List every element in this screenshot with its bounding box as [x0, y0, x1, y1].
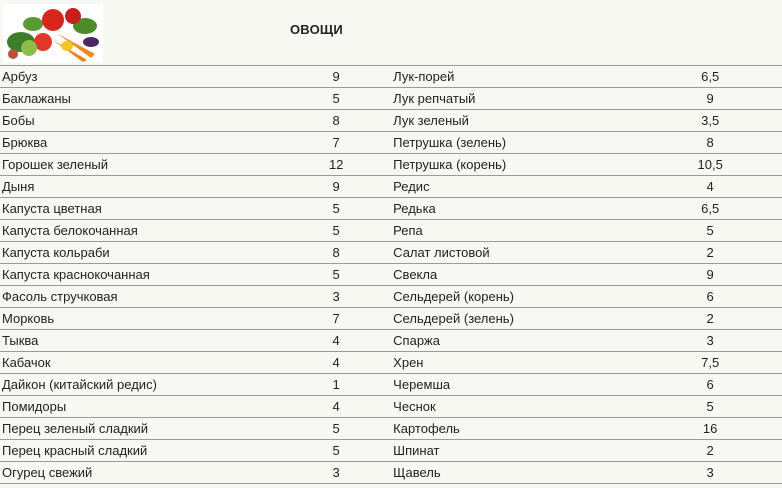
- left-vegetable-value-cell: [281, 66, 391, 88]
- left-vegetable-value-cell: [281, 352, 391, 374]
- left-vegetable-value-cell: [281, 176, 391, 198]
- right-vegetable-value-cell: [664, 88, 782, 110]
- left-vegetable-name: Арбуз: [0, 66, 281, 88]
- right-vegetable-value-cell: [664, 242, 782, 264]
- right-vegetable-value: 9: [706, 91, 714, 106]
- left-vegetable-value-cell: [281, 132, 391, 154]
- left-vegetable-value-cell: [281, 418, 391, 440]
- left-vegetable-value-cell: [281, 374, 391, 396]
- right-vegetable-name: Черемша: [391, 374, 664, 396]
- right-vegetable-value: 10,5: [697, 157, 723, 172]
- table-row: [0, 242, 782, 264]
- left-vegetable-value-cell: [281, 220, 391, 242]
- table-row: [0, 110, 782, 132]
- right-vegetable-name: Чеснок: [391, 396, 664, 418]
- left-vegetable-value: 9: [332, 69, 340, 84]
- right-vegetable-name: Хрен: [391, 352, 664, 374]
- right-vegetable-name: Сельдерей (корень): [391, 286, 664, 308]
- right-vegetable-value: 5: [706, 223, 714, 238]
- right-vegetable-value-cell: [664, 220, 782, 242]
- left-vegetable-name: Дыня: [0, 176, 281, 198]
- right-vegetable-value-cell: [664, 462, 782, 484]
- left-vegetable-value-cell: [281, 88, 391, 110]
- right-vegetable-name: Салат листовой: [391, 242, 664, 264]
- left-vegetable-value: 4: [332, 399, 340, 414]
- left-vegetable-name: Дайкон (китайский редис): [0, 374, 281, 396]
- right-vegetable-value: 2: [706, 311, 714, 326]
- left-vegetable-value: 5: [332, 267, 340, 282]
- right-vegetable-value-cell: [664, 110, 782, 132]
- right-vegetable-value: 8: [706, 135, 714, 150]
- table-row: [0, 286, 782, 308]
- left-vegetable-value: 5: [332, 91, 340, 106]
- right-vegetable-value-cell: [664, 308, 782, 330]
- right-vegetable-value: 2: [706, 443, 714, 458]
- left-vegetable-name: Капуста краснокочанная: [0, 264, 281, 286]
- table-row: [0, 440, 782, 462]
- right-vegetable-name: Петрушка (зелень): [391, 132, 664, 154]
- table-row: [0, 396, 782, 418]
- left-vegetable-name: Капуста белокочанная: [0, 220, 281, 242]
- right-vegetable-value-cell: [664, 418, 782, 440]
- table-row: [0, 198, 782, 220]
- left-vegetable-value-cell: [281, 110, 391, 132]
- right-vegetable-name: Лук зеленый: [391, 110, 664, 132]
- table-row: [0, 308, 782, 330]
- right-vegetable-name: Репа: [391, 220, 664, 242]
- left-vegetable-value: 4: [332, 333, 340, 348]
- right-vegetable-name: Лук репчатый: [391, 88, 664, 110]
- right-vegetable-value: 4: [706, 179, 714, 194]
- left-vegetable-name: Брюква: [0, 132, 281, 154]
- right-vegetable-name: Лук-порей: [391, 66, 664, 88]
- right-vegetable-value-cell: [664, 352, 782, 374]
- left-vegetable-value: 9: [332, 179, 340, 194]
- right-vegetable-value-cell: [664, 176, 782, 198]
- right-vegetable-value: 6,5: [701, 201, 720, 216]
- right-vegetable-value: 2: [706, 245, 714, 260]
- right-vegetable-value: 6: [706, 289, 714, 304]
- left-vegetable-value-cell: [281, 330, 391, 352]
- left-vegetable-name: Бобы: [0, 110, 281, 132]
- right-vegetable-value: 9: [706, 267, 714, 282]
- left-vegetable-name: Помидоры: [0, 396, 281, 418]
- right-vegetable-value-cell: [664, 396, 782, 418]
- right-vegetable-name: Петрушка (корень): [391, 154, 664, 176]
- left-vegetable-value: 8: [332, 113, 340, 128]
- right-vegetable-name: Редис: [391, 176, 664, 198]
- left-vegetable-name: Баклажаны: [0, 88, 281, 110]
- left-vegetable-name: Перец красный сладкий: [0, 440, 281, 462]
- left-vegetable-value-cell: [281, 198, 391, 220]
- left-vegetable-name: Горошек зеленый: [0, 154, 281, 176]
- right-vegetable-value-cell: [664, 154, 782, 176]
- left-vegetable-name: Морковь: [0, 308, 281, 330]
- table-row: [0, 330, 782, 352]
- left-vegetable-value-cell: [281, 308, 391, 330]
- left-vegetable-value-cell: [281, 242, 391, 264]
- right-vegetable-value-cell: [664, 374, 782, 396]
- left-vegetable-value-cell: [281, 154, 391, 176]
- right-vegetable-value-cell: [664, 198, 782, 220]
- right-vegetable-value: 16: [702, 421, 718, 436]
- right-vegetable-value: 7,5: [701, 355, 720, 370]
- table-row: [0, 66, 782, 88]
- left-vegetable-value-cell: [281, 396, 391, 418]
- left-vegetable-value: 7: [332, 135, 340, 150]
- left-vegetable-name: Капуста цветная: [0, 198, 281, 220]
- left-vegetable-name: Капуста кольраби: [0, 242, 281, 264]
- page-title: ОВОЩИ: [290, 22, 343, 37]
- left-vegetable-value: 7: [332, 311, 340, 326]
- left-vegetable-value: 4: [332, 355, 340, 370]
- table-row: [0, 374, 782, 396]
- right-vegetable-value: 3,5: [701, 113, 720, 128]
- left-vegetable-value-cell: [281, 286, 391, 308]
- right-vegetable-value-cell: [664, 286, 782, 308]
- right-vegetable-name: Сельдерей (зелень): [391, 308, 664, 330]
- right-vegetable-value-cell: [664, 440, 782, 462]
- right-vegetable-value: 6: [706, 377, 714, 392]
- left-vegetable-name: Перец зеленый сладкий: [0, 418, 281, 440]
- right-vegetable-name: Редька: [391, 198, 664, 220]
- left-vegetable-value: 12: [328, 157, 344, 172]
- page-header: [0, 0, 782, 66]
- left-vegetable-value: 5: [332, 421, 340, 436]
- right-vegetable-name: Щавель: [391, 462, 664, 484]
- left-vegetable-value: 5: [332, 443, 340, 458]
- table-row: [0, 264, 782, 286]
- table-row: [0, 88, 782, 110]
- left-vegetable-name: Тыква: [0, 330, 281, 352]
- left-vegetable-value-cell: [281, 264, 391, 286]
- right-vegetable-value-cell: [664, 132, 782, 154]
- right-vegetable-value: 3: [706, 465, 714, 480]
- left-vegetable-value: 3: [332, 465, 340, 480]
- left-vegetable-value: 5: [332, 201, 340, 216]
- right-vegetable-name: Спаржа: [391, 330, 664, 352]
- vegetables-photo-icon: [3, 4, 103, 62]
- table-row: [0, 154, 782, 176]
- vegetables-table: [0, 65, 782, 484]
- left-vegetable-name: Фасоль стручковая: [0, 286, 281, 308]
- right-vegetable-value: 3: [706, 333, 714, 348]
- left-vegetable-value-cell: [281, 462, 391, 484]
- left-vegetable-value-cell: [281, 440, 391, 462]
- table-row: [0, 176, 782, 198]
- right-vegetable-name: Свекла: [391, 264, 664, 286]
- left-vegetable-name: Огурец свежий: [0, 462, 281, 484]
- right-vegetable-value: 5: [706, 399, 714, 414]
- right-vegetable-name: Картофель: [391, 418, 664, 440]
- right-vegetable-name: Шпинат: [391, 440, 664, 462]
- right-vegetable-value-cell: [664, 330, 782, 352]
- table-row: [0, 220, 782, 242]
- table-row: [0, 462, 782, 484]
- table-row: [0, 352, 782, 374]
- right-vegetable-value: 6,5: [701, 69, 720, 84]
- table-row: [0, 418, 782, 440]
- left-vegetable-name: Кабачок: [0, 352, 281, 374]
- left-vegetable-value: 8: [332, 245, 340, 260]
- left-vegetable-value: 1: [332, 377, 340, 392]
- right-vegetable-value-cell: [664, 264, 782, 286]
- left-vegetable-value: 3: [332, 289, 340, 304]
- table-row: [0, 132, 782, 154]
- left-vegetable-value: 5: [332, 223, 340, 238]
- right-vegetable-value-cell: [664, 66, 782, 88]
